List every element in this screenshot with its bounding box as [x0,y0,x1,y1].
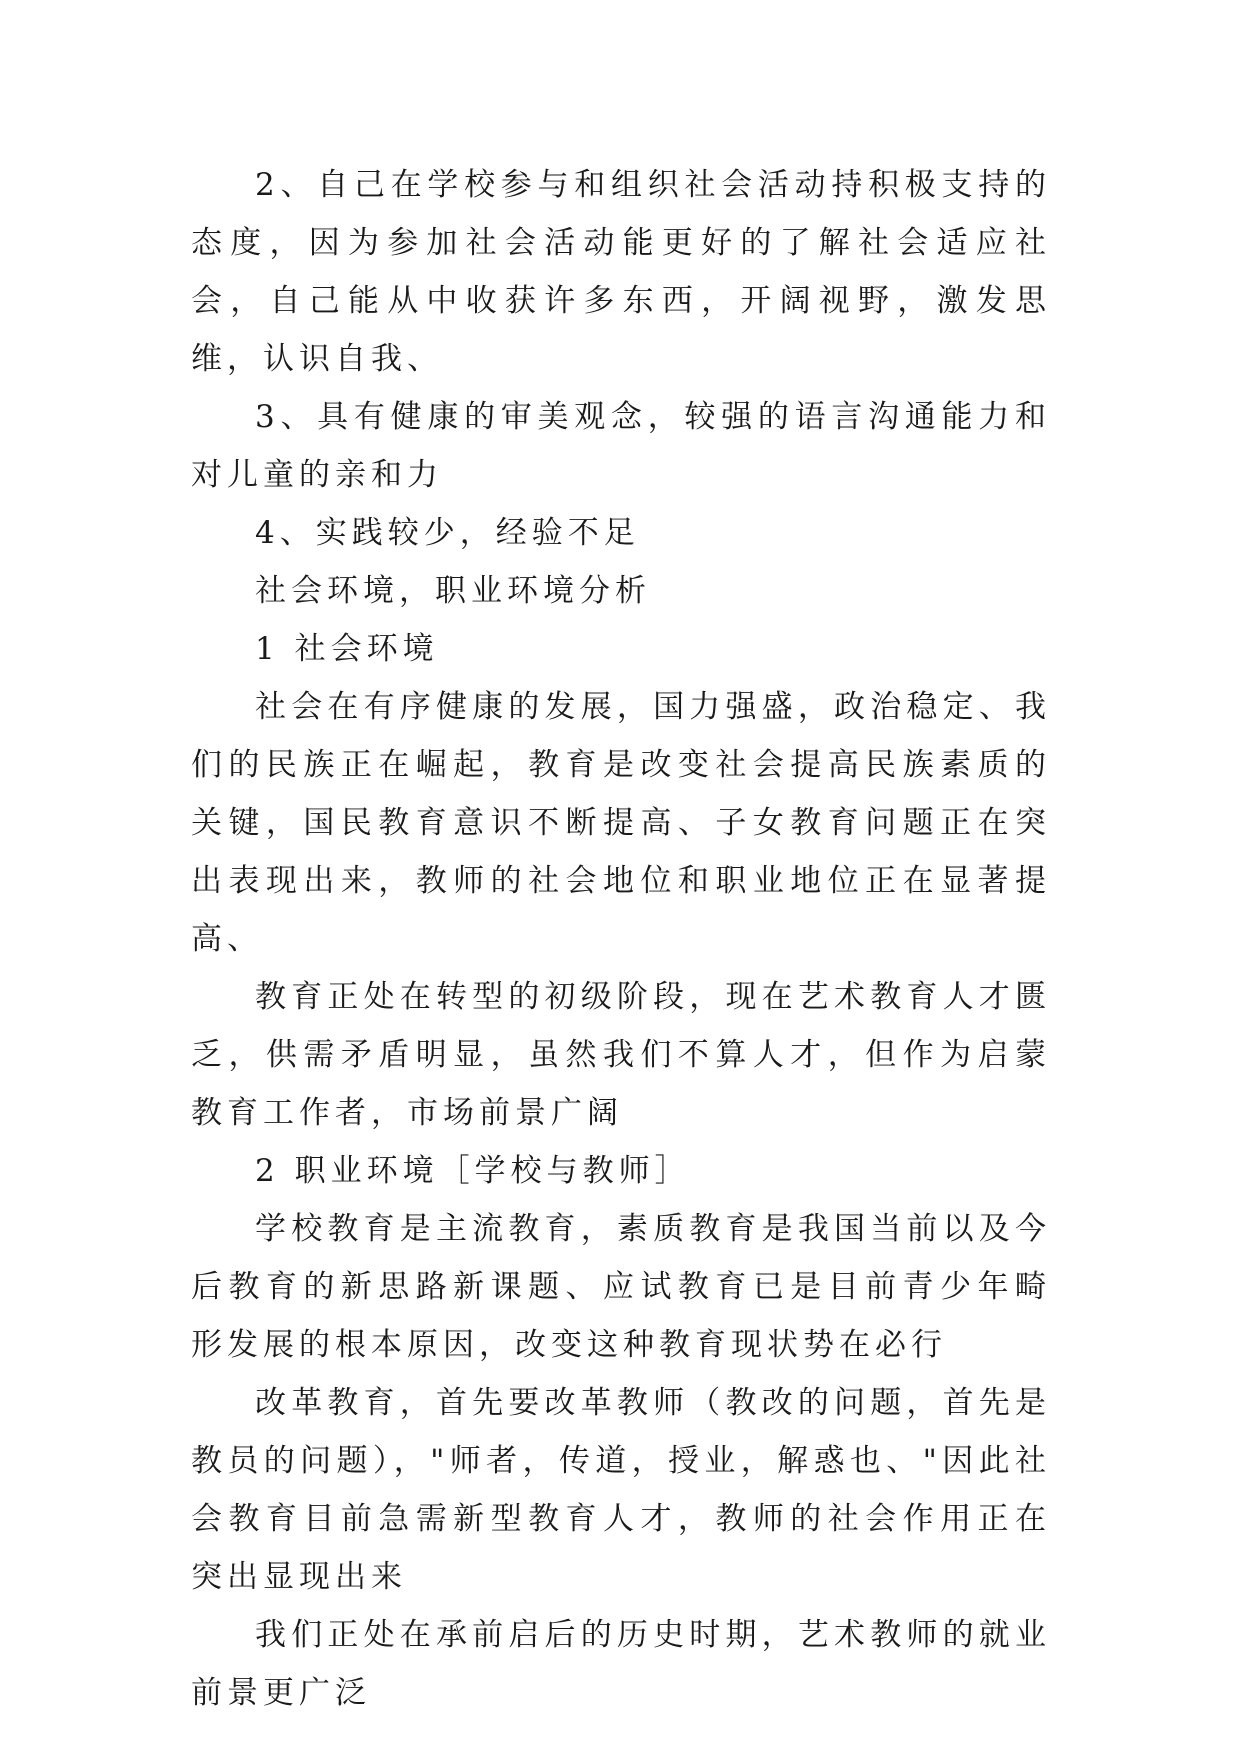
paragraph-strength-3: 3、具有健康的审美观念，较强的语言沟通能力和对儿童的亲和力 [191,399,1051,493]
paragraph-weakness-4: 4、实践较少，经验不足 [255,515,640,551]
subheading-career-environment: 2 职业环境［学校与教师］ [255,1153,691,1189]
paragraph-strength-2: 2、自己在学校参与和组织社会活动持积极支持的态度，因为参加社会活动能更好的了解社会适应社会，自己能从中收获许多东西，开阔视野，激发思维，认识自我、 [191,167,1051,377]
subheading-social-environment: 1 社会环境 [255,631,439,667]
paragraph-employment-prospects: 我们正处在承前启后的历史时期，艺术教师的就业前景更广泛 [191,1617,1051,1711]
document-body [191,156,1051,1722]
paragraph-school-education: 学校教育是主流教育，素质教育是我国当前以及今后教育的新思路新课题、应试教育已是目前青少年畸形发展的根本原因，改变这种教育现状势在必行 [191,1211,1051,1363]
paragraph-education-transition: 教育正处在转型的初级阶段，现在艺术教育人才匮乏，供需矛盾明显，虽然我们不算人才，但作为启蒙教育工作者，市场前景广阔 [191,979,1051,1131]
paragraph-education-reform: 改革教育，首先要改革教师（教改的问题，首先是教员的问题），"师者，传道，授业，解惑也、"因此社会教育目前急需新型教育人才，教师的社会作用正在突出显现出来 [191,1385,1051,1595]
section-heading-environment-analysis: 社会环境，职业环境分析 [255,573,651,609]
paragraph-social-development: 社会在有序健康的发展，国力强盛，政治稳定、我们的民族正在崛起，教育是改变社会提高民族素质的关键，国民教育意识不断提高、子女教育问题正在突出表现出来，教师的社会地位和职业地位正在显著提高、 [191,689,1051,957]
